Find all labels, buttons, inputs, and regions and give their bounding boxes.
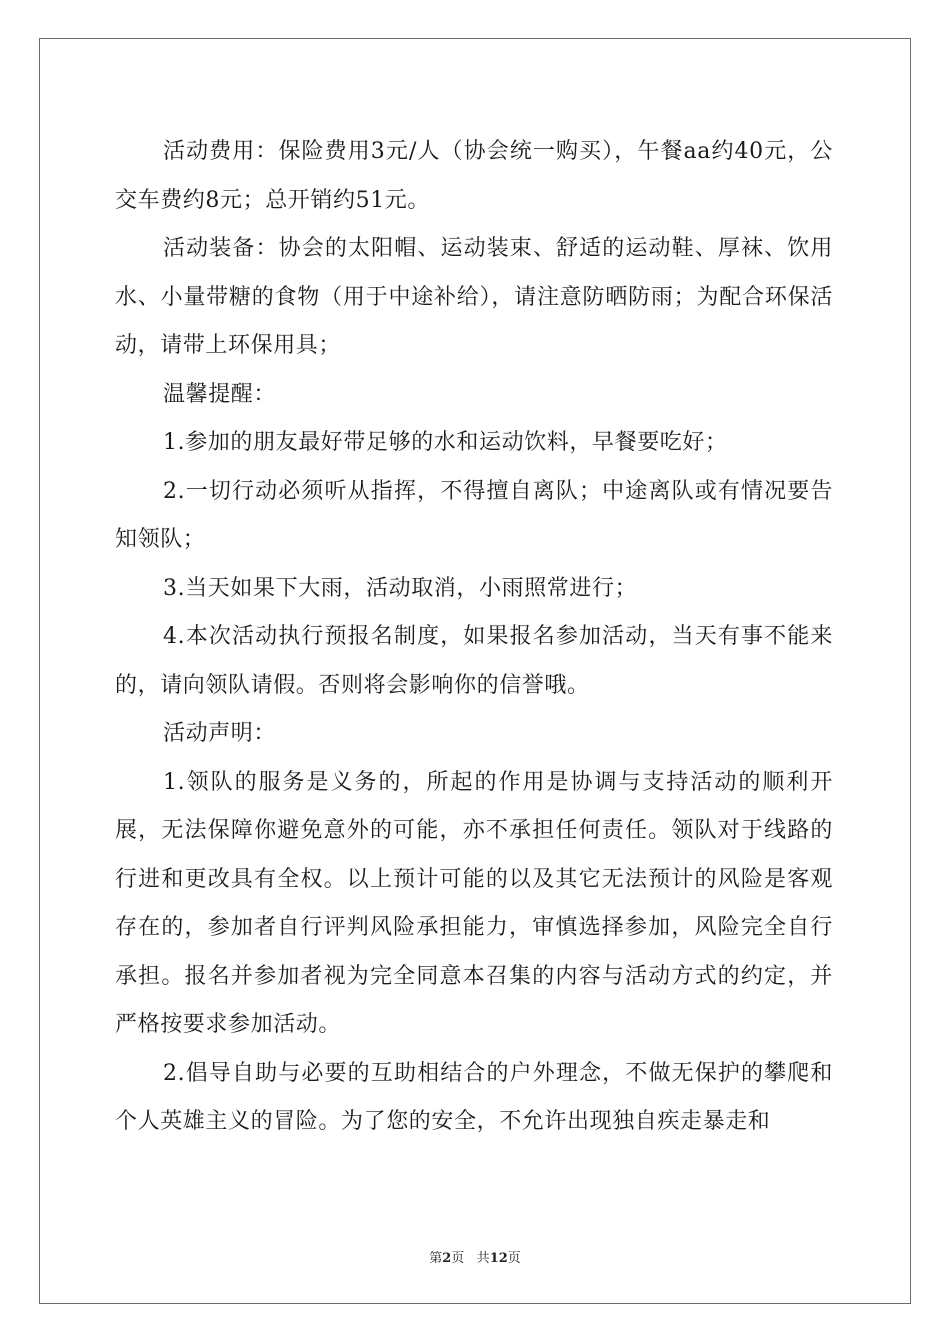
statement-item-2: 2.倡导自助与必要的互助相结合的户外理念，不做无保护的攀爬和个人英雄主义的冒险。为了您的安全，不允许出现独自疾走暴走和 xyxy=(115,1060,833,1134)
current-page-number: 2 xyxy=(442,1251,452,1266)
total-prefix: 共 xyxy=(476,1251,490,1266)
statement-item-1: 1.领队的服务是义务的，所起的作用是协调与支持活动的顺利开展，无法保障你避免意外的可能，亦不承担任何责任。领队对于线路的行进和更改具有全权。以上预计可能的以及其它无法预计的风险是客观存在的，参加者自行评判风险承担能力，审慎选择参加，风险完全自行承担。报名并参加者视为完全同意本召集的内容与活动方式的约定，并严格按要求参加活动。 xyxy=(115,769,833,1037)
reminder-item-3: 3.当天如果下大雨，活动取消，小雨照常进行； xyxy=(163,575,638,601)
page-footer xyxy=(0,1247,950,1266)
page-prefix: 第 xyxy=(429,1251,443,1266)
heading-warm-reminder: 温馨提醒： xyxy=(163,381,277,407)
paragraph-activity-equipment: 活动装备：协会的太阳帽、运动装束、舒适的运动鞋、厚袜、饮用水、小量带糖的食物（用于中途补给），请注意防晒防雨；为配合环保活动，请带上环保用具； xyxy=(115,236,833,358)
page-suffix: 页 xyxy=(451,1251,465,1266)
paragraph-activity-fees: 活动费用：保险费用3元/人（协会统一购买），午餐aa约40元，公交车费约8元；总开销约51元。 xyxy=(115,139,833,213)
reminder-item-1: 1.参加的朋友最好带足够的水和运动饮料，早餐要吃好； xyxy=(163,430,728,455)
document-body xyxy=(115,128,833,1147)
reminder-item-2: 2.一切行动必须听从指挥，不得擅自离队；中途离队或有情况要告知领队； xyxy=(115,478,833,552)
reminder-item-4: 4.本次活动执行预报名制度，如果报名参加活动，当天有事不能来的，请向领队请假。否则将会影响你的信誉哦。 xyxy=(115,624,833,698)
total-suffix: 页 xyxy=(507,1251,521,1266)
total-page-count: 12 xyxy=(489,1251,508,1266)
heading-activity-statement: 活动声明： xyxy=(163,721,277,746)
